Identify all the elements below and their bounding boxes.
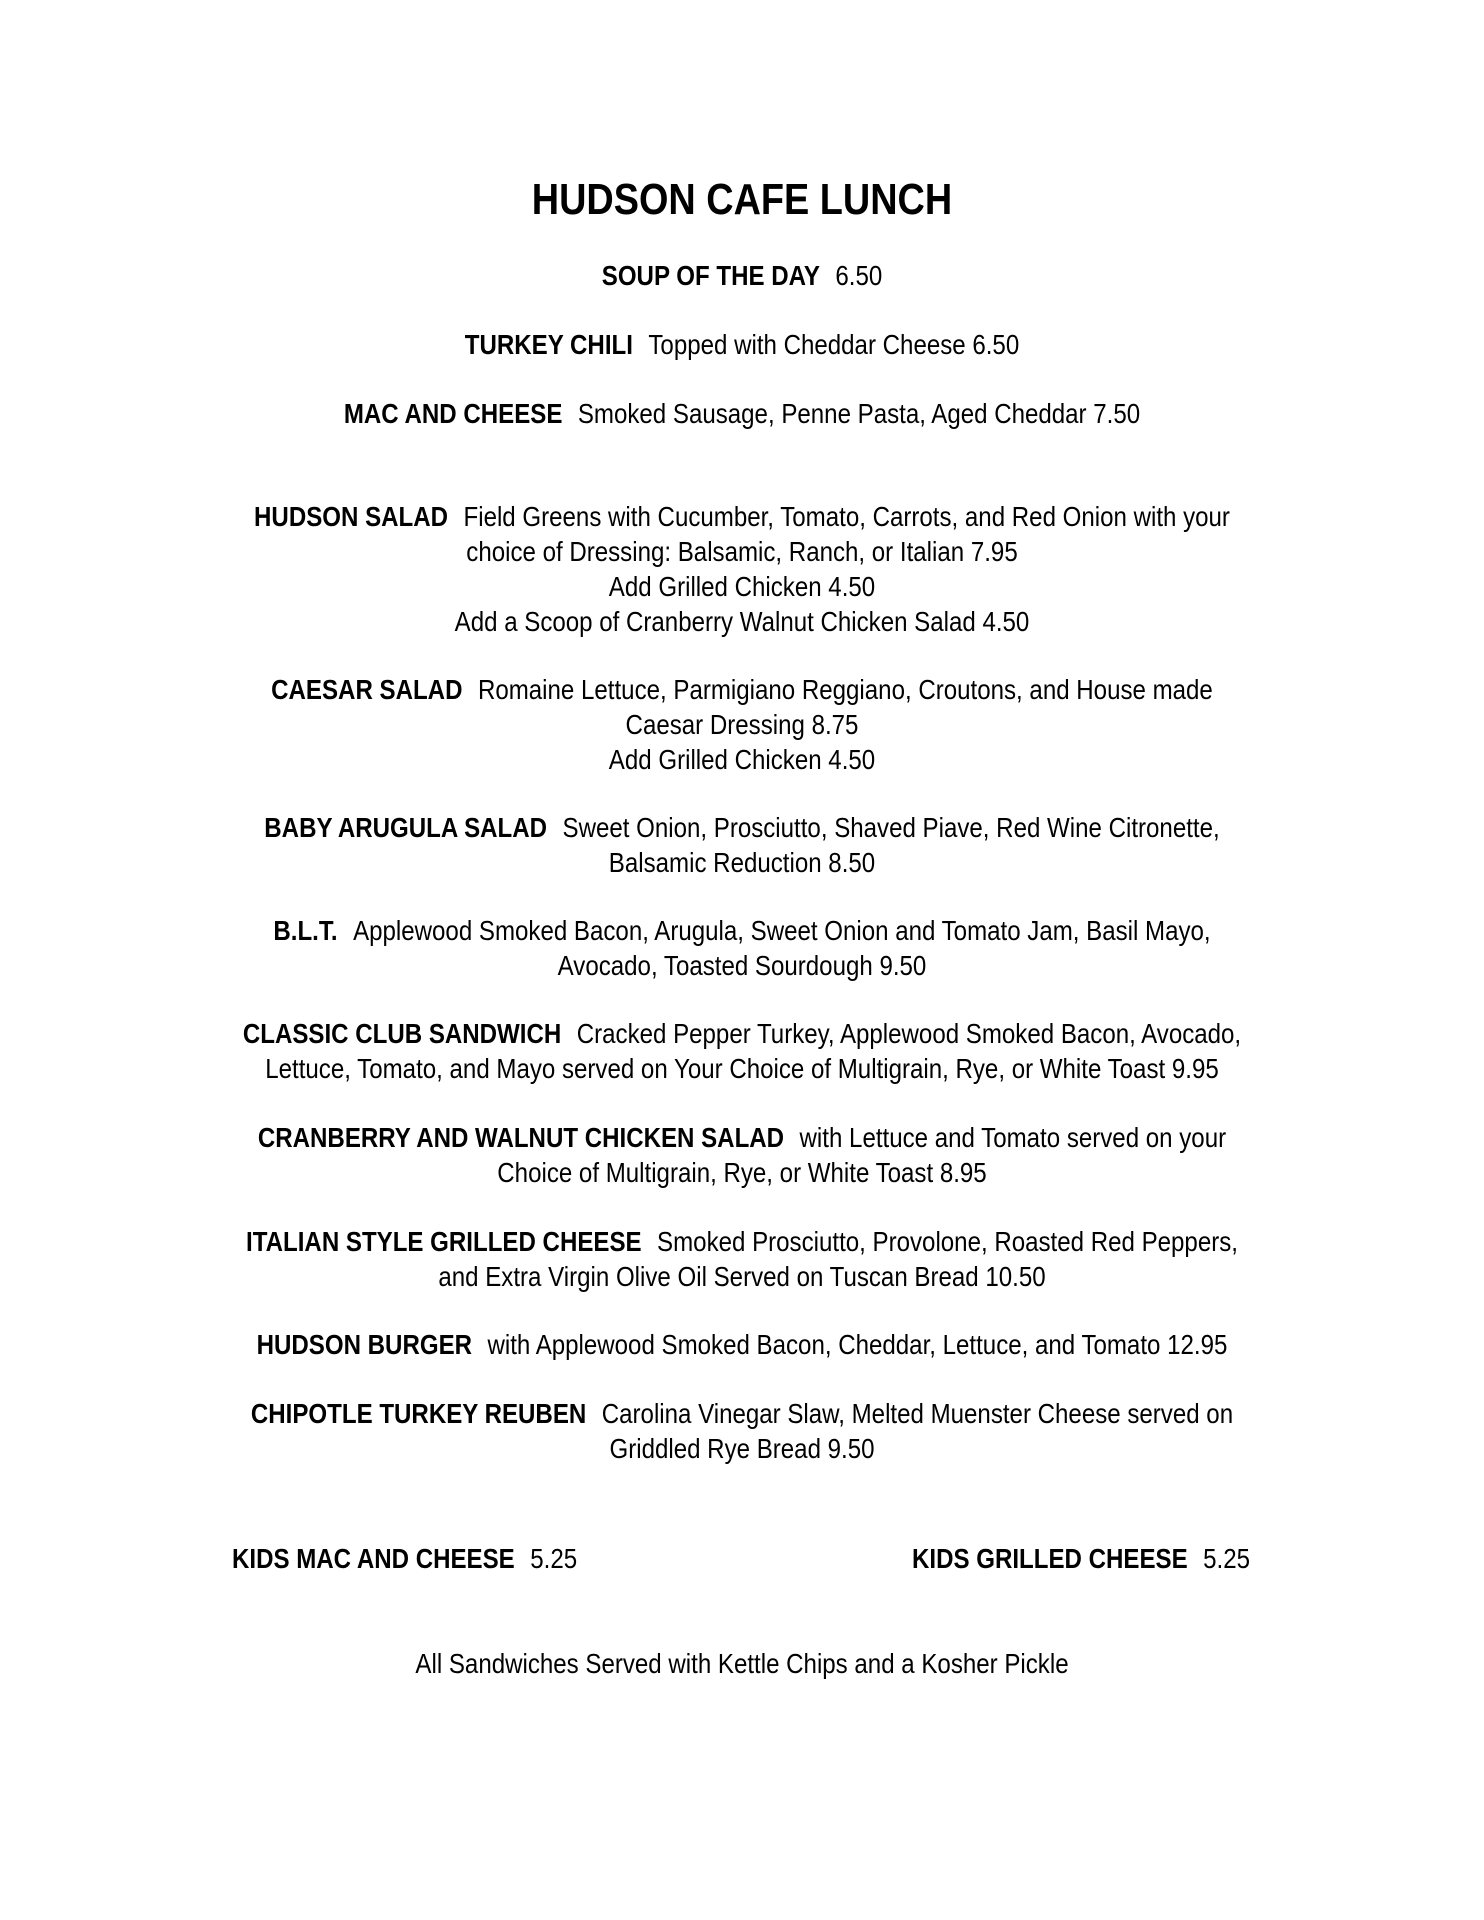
item-description: Field Greens with Cucumber, Tomato, Carrots, and Red Onion with your — [463, 501, 1230, 532]
menu-item-cranberry-walnut-chicken-salad — [104, 1120, 1380, 1190]
menu-item-hudson-burger — [104, 1327, 1380, 1362]
menu-item-hudson-salad — [104, 499, 1380, 639]
item-description: Romaine Lettuce, Parmigiano Reggiano, Croutons, and House made — [477, 674, 1213, 705]
item-description: Topped with Cheddar Cheese 6.50 — [648, 329, 1020, 360]
item-description: with Applewood Smoked Bacon, Cheddar, Lettuce, and Tomato 12.95 — [487, 1329, 1228, 1360]
item-description: Carolina Vinegar Slaw, Melted Muenster Cheese served on — [601, 1398, 1234, 1429]
item-description-line: Avocado, Toasted Sourdough 9.50 — [557, 950, 927, 981]
item-description-line: Choice of Multigrain, Rye, or White Toast 8.95 — [497, 1157, 987, 1188]
item-description-line: choice of Dressing: Balsamic, Ranch, or Italian 7.95 — [466, 536, 1018, 567]
item-name: CAESAR SALAD — [271, 674, 463, 705]
item-name: MAC AND CHEESE — [343, 398, 563, 429]
item-name: KIDS GRILLED CHEESE — [912, 1543, 1188, 1574]
menu-item-soup-of-the-day — [104, 258, 1380, 293]
item-name: HUDSON SALAD — [254, 501, 449, 532]
menu-item-turkey-chili — [104, 327, 1380, 362]
item-description: with Lettuce and Tomato served on your — [799, 1122, 1227, 1153]
item-price: 6.50 — [835, 260, 883, 291]
item-name: ITALIAN STYLE GRILLED CHEESE — [246, 1226, 642, 1257]
menu-item-classic-club-sandwich — [104, 1016, 1380, 1086]
item-name: CHIPOTLE TURKEY REUBEN — [250, 1398, 587, 1429]
item-addon: Add Grilled Chicken 4.50 — [608, 744, 876, 775]
item-description-line: Balsamic Reduction 8.50 — [608, 847, 876, 878]
item-description: Cracked Pepper Turkey, Applewood Smoked Bacon, Avocado, — [576, 1018, 1242, 1049]
menu-item-mac-and-cheese — [104, 396, 1380, 431]
item-name: CRANBERRY AND WALNUT CHICKEN SALAD — [257, 1122, 785, 1153]
menu-item-kids-grilled-cheese — [912, 1541, 1250, 1576]
item-price: 5.25 — [530, 1543, 578, 1574]
item-price: 5.25 — [1203, 1543, 1250, 1574]
item-description-line: Caesar Dressing 8.75 — [625, 709, 859, 740]
item-name: B.L.T. — [273, 915, 338, 946]
item-description: Smoked Sausage, Penne Pasta, Aged Cheddar 7.50 — [577, 398, 1141, 429]
item-description: Sweet Onion, Prosciutto, Shaved Piave, Red Wine Citronette, — [562, 812, 1220, 843]
menu-title: HUDSON CAFE LUNCH — [531, 175, 953, 224]
item-name: TURKEY CHILI — [464, 329, 633, 360]
menu-item-caesar-salad — [104, 672, 1380, 777]
item-description: Smoked Prosciutto, Provolone, Roasted Red Peppers, — [657, 1226, 1238, 1257]
menu-item-baby-arugula-salad — [104, 810, 1380, 880]
menu-footer-note: All Sandwiches Served with Kettle Chips and a Kosher Pickle — [415, 1648, 1069, 1679]
menu-item-italian-style-grilled-cheese — [104, 1224, 1380, 1294]
item-description-line: and Extra Virgin Olive Oil Served on Tuscan Bread 10.50 — [438, 1261, 1046, 1292]
item-name: BABY ARUGULA SALAD — [264, 812, 548, 843]
item-addon: Add Grilled Chicken 4.50 — [608, 571, 876, 602]
item-name: CLASSIC CLUB SANDWICH — [242, 1018, 562, 1049]
item-description: Applewood Smoked Bacon, Arugula, Sweet Onion and Tomato Jam, Basil Mayo, — [353, 915, 1211, 946]
menu-item-chipotle-turkey-reuben — [104, 1396, 1380, 1466]
item-addon: Add a Scoop of Cranberry Walnut Chicken Salad 4.50 — [454, 606, 1030, 637]
menu-item-blt — [104, 913, 1380, 983]
item-description-line: Griddled Rye Bread 9.50 — [609, 1433, 875, 1464]
menu-item-kids-mac-and-cheese — [232, 1541, 577, 1576]
item-description-line: Lettuce, Tomato, and Mayo served on Your Choice of Multigrain, Rye, or White Toast 9.95 — [265, 1053, 1219, 1084]
item-name: HUDSON BURGER — [256, 1329, 473, 1360]
item-name: SOUP OF THE DAY — [601, 260, 820, 291]
item-name: KIDS MAC AND CHEESE — [232, 1543, 515, 1574]
